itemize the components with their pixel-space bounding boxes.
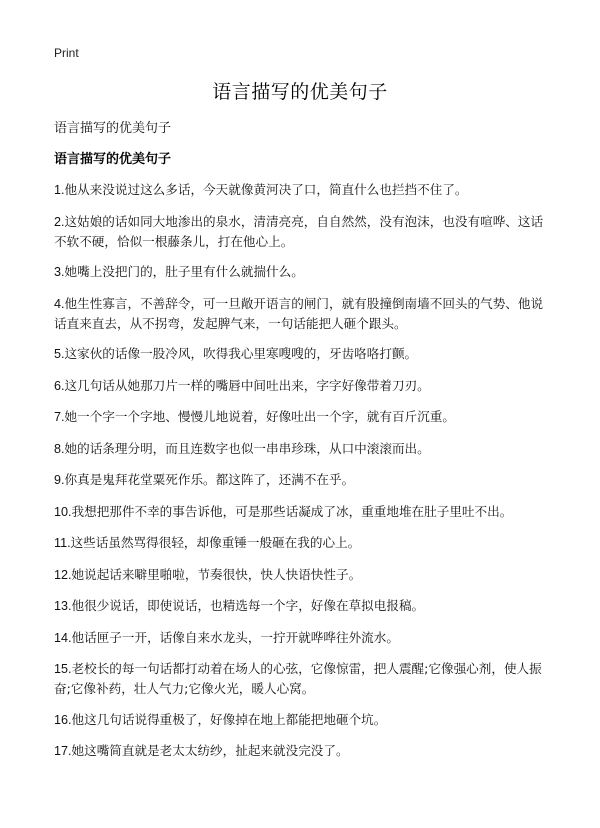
sentence-item — [54, 659, 546, 698]
sentence-text: 这几句话从她那刀片一样的嘴唇中间吐出来，字字好像带着刀刃。 — [64, 377, 430, 393]
sentence-text: 她嘴上没把门的，肚子里有什么就揣什么。 — [64, 264, 304, 279]
sentence-text: 他这几句话说得重极了，好像掉在地上都能把地砸个坑。 — [71, 711, 387, 727]
sentence-text: 这姑娘的话如同大地渗出的泉水，清清亮亮，自自然然，没有泡沫，也没有喧哗、这话不软不硬，恰似一根藤条儿，打在他心上。 — [54, 213, 544, 249]
sentence-number: 16. — [54, 712, 72, 727]
sentence-text: 你真是鬼拜花堂粟死作乐。都这阵了，还满不在乎。 — [64, 472, 355, 487]
sentence-number: 14. — [54, 630, 72, 645]
sentence-item — [54, 439, 546, 459]
sentence-text: 这家伙的话像一股冷风，吹得我心里寒嗖嗖的，牙齿咯咯打颤。 — [64, 346, 418, 361]
sentence-item — [54, 262, 546, 282]
sentence-number: 9. — [54, 473, 65, 487]
sentence-item — [54, 596, 546, 616]
sentence-item — [54, 180, 546, 200]
sentence-item — [54, 565, 546, 585]
print-link[interactable]: Print — [54, 46, 79, 60]
sentence-text: 这些话虽然骂得很轻，却像重锤一般砸在我的心上。 — [70, 535, 361, 550]
sentence-text: 他很少说话，即使说话，也精选每一个字，好像在草拟电报稿。 — [71, 598, 425, 613]
sentence-text: 老校长的每一句话都打动着在场人的心弦，它像惊雷，把人震醒;它像强心剂，使人振奋;它像补药，壮人气力;它像火光，暖人心窝。 — [54, 661, 542, 696]
sentence-text: 他话匣子一开，话像自来水龙头，一拧开就哗哗往外流水。 — [71, 629, 399, 645]
sentence-item — [54, 533, 546, 553]
sentence-number: 1. — [54, 183, 65, 197]
sentence-item — [54, 741, 546, 761]
sentence-item — [54, 470, 546, 490]
sentence-number: 6. — [54, 378, 65, 393]
sentence-number: 2. — [54, 214, 65, 229]
sentence-number: 3. — [54, 265, 65, 279]
sentence-item — [54, 294, 546, 333]
section-heading: 语言描写的优美句子 — [54, 152, 172, 167]
sentence-number: 8. — [54, 441, 65, 456]
sentence-item — [54, 212, 546, 251]
sentence-text: 她说起话来噼里啪啦，节奏很快，快人快语快性子。 — [71, 566, 362, 582]
sentence-number: 13. — [54, 599, 72, 613]
sentence-item — [54, 407, 546, 427]
sentence-number: 7. — [54, 410, 65, 424]
sentence-item — [54, 710, 546, 730]
sentence-number: 15. — [54, 662, 72, 676]
sentence-number: 17. — [54, 744, 72, 758]
sentence-number: 10. — [54, 504, 72, 519]
sentence-number: 4. — [54, 296, 65, 311]
sentence-text: 她一个字一个字地、慢慢儿地说着，好像吐出一个字，就有百斤沉重。 — [64, 409, 455, 424]
sentence-number: 5. — [54, 347, 65, 361]
sentence-text: 他生性寡言，不善辞令，可一旦敞开语言的闸门，就有股撞倒南墙不回头的气势、他说话直来直去，从不拐弯，发起脾气来，一句话能把人砸个跟头。 — [54, 295, 544, 331]
page-title: 语言描写的优美句子 — [212, 81, 388, 103]
sentence-number: 11. — [54, 536, 71, 550]
sentence-item — [54, 628, 546, 648]
sentence-number: 12. — [54, 567, 72, 582]
sentence-item — [54, 344, 546, 364]
sentence-text: 她这嘴简直就是老太太纺纱，扯起来就没完没了。 — [71, 743, 349, 758]
document-subtitle: 语言描写的优美句子 — [54, 121, 172, 136]
sentence-list — [54, 180, 546, 773]
sentence-text: 我想把那件不幸的事告诉他，可是那些话凝成了冰，重重地堆在肚子里吐不出。 — [71, 503, 513, 519]
sentence-item — [54, 376, 546, 396]
sentence-text: 她的话条理分明，而且连数字也似一串串珍珠，从口中滚滚而出。 — [64, 440, 430, 456]
sentence-text: 他从来没说过这么多话，今天就像黄河决了口，简直什么也拦挡不住了。 — [64, 182, 468, 197]
sentence-item — [54, 502, 546, 522]
